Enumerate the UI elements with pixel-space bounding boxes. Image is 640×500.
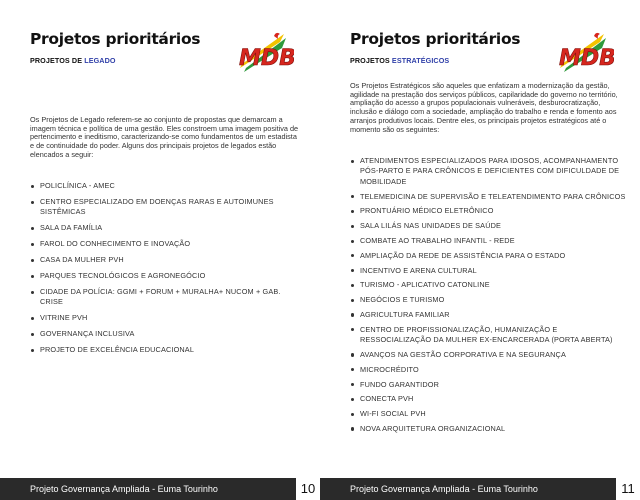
list-item: VITRINE PVH: [30, 313, 300, 323]
list-item: CIDADE DA POLÍCIA: GGMI + FORUM + MURALHA+ NUCOM + GAB. CRISE: [30, 287, 300, 307]
list-item: NEGÓCIOS E TURISMO: [350, 295, 630, 305]
subtitle-accent: ESTRATÉGICOS: [391, 56, 450, 65]
list-item: COMBATE AO TRABALHO INFANTIL - REDE: [350, 236, 630, 246]
page-title: Projetos prioritários: [30, 30, 201, 48]
page-footer: [0, 478, 320, 500]
page-number: 11: [616, 478, 640, 500]
list-item: SALA LILÁS NAS UNIDADES DE SAÚDE: [350, 221, 630, 231]
list-item: TELEMEDICINA DE SUPERVISÃO E TELEATENDIMENTO PARA CRÔNICOS: [350, 192, 630, 202]
subtitle-prefix: PROJETOS DE: [30, 56, 85, 65]
footer-text: Projeto Governança Ampliada - Euma Tourinho: [350, 484, 538, 494]
list-item: SALA DA FAMÍLIA: [30, 223, 300, 233]
project-list: [350, 156, 630, 439]
page-footer: [320, 478, 640, 500]
intro-paragraph: Os Projetos de Legado referem-se ao conjunto de propostas que demarcam a imagem técnica e política de uma gestão. Eles constroem uma imagem positiva de pertencimento e ineditismo, caracterizando-se como fundamentos de um estadista e de continuidade do poder. Alguns dos principais projetos de legados estão elencados a seguir:: [30, 115, 299, 159]
list-item: INCENTIVO E ARENA CULTURAL: [350, 266, 630, 276]
list-item: NOVA ARQUITETURA ORGANIZACIONAL: [350, 424, 630, 434]
mdb-logo: [556, 32, 614, 74]
list-item: CENTRO DE PROFISSIONALIZAÇÃO, HUMANIZAÇÃO E RESSOCIALIZAÇÃO DA MULHER EX-ENCARCERADA (PORTA ABERTA): [350, 325, 630, 346]
list-item: WI-FI SOCIAL PVH: [350, 409, 630, 419]
footer-text: Projeto Governança Ampliada - Euma Tourinho: [30, 484, 218, 494]
subtitle-accent: LEGADO: [84, 56, 116, 65]
list-item: POLICLÍNICA - AMEC: [30, 181, 300, 191]
list-item: ATENDIMENTOS ESPECIALIZADOS PARA IDOSOS, ACOMPANHAMENTO PÓS-PARTO E PARA CRÔNICOS E DEFICIENTES COM DIFICULDADE DE MOBILIDADE: [350, 156, 630, 187]
list-item: MICROCRÉDITO: [350, 365, 630, 375]
list-item: CONECTA PVH: [350, 394, 630, 404]
logo-text: MDB: [559, 46, 614, 71]
list-item: PRONTUÁRIO MÉDICO ELETRÔNICO: [350, 206, 630, 216]
list-item: CASA DA MULHER PVH: [30, 255, 300, 265]
list-item: AVANÇOS NA GESTÃO CORPORATIVA E NA SEGURANÇA: [350, 350, 630, 360]
mdb-logo-graphic: [556, 32, 614, 74]
page-right: [320, 0, 640, 500]
list-item: PARQUES TECNOLÓGICOS E AGRONEGÓCIO: [30, 271, 300, 281]
logo-text: MDB: [239, 46, 294, 71]
section-subtitle: [30, 56, 116, 65]
section-subtitle: [350, 56, 449, 65]
list-item: FAROL DO CONHECIMENTO E INOVAÇÃO: [30, 239, 300, 249]
list-item: FUNDO GARANTIDOR: [350, 380, 630, 390]
page-number: 10: [296, 478, 320, 500]
intro-paragraph: Os Projetos Estratégicos são aqueles que enfatizam a modernização da gestão, agilidade na prestação dos serviços públicos, capilaridade do governo no território, ampliação do acesso a grupos populacionais vulneráveis, desburocratização, inclusão e diálogo com a sociedade, ampliação do trabalho e renda e fomento aos arranjos produtivos locais. Dentre eles, os principais projetos estratégicos até o momento são os seguintes:: [350, 81, 618, 134]
mdb-logo: [236, 32, 294, 74]
list-item: TURISMO - APLICATIVO CATONLINE: [350, 280, 630, 290]
mdb-logo-graphic: [236, 32, 294, 74]
list-item: CENTRO ESPECIALIZADO EM DOENÇAS RARAS E AUTOIMUNES SISTÊMICAS: [30, 197, 300, 217]
list-item: PROJETO DE EXCELÊNCIA EDUCACIONAL: [30, 345, 300, 355]
list-item: GOVERNANÇA INCLUSIVA: [30, 329, 300, 339]
list-item: AMPLIAÇÃO DA REDE DE ASSISTÊNCIA PARA O ESTADO: [350, 251, 630, 261]
list-item: AGRICULTURA FAMILIAR: [350, 310, 630, 320]
page-title: Projetos prioritários: [350, 30, 521, 48]
project-list: [30, 181, 300, 361]
subtitle-prefix: PROJETOS: [350, 56, 392, 65]
